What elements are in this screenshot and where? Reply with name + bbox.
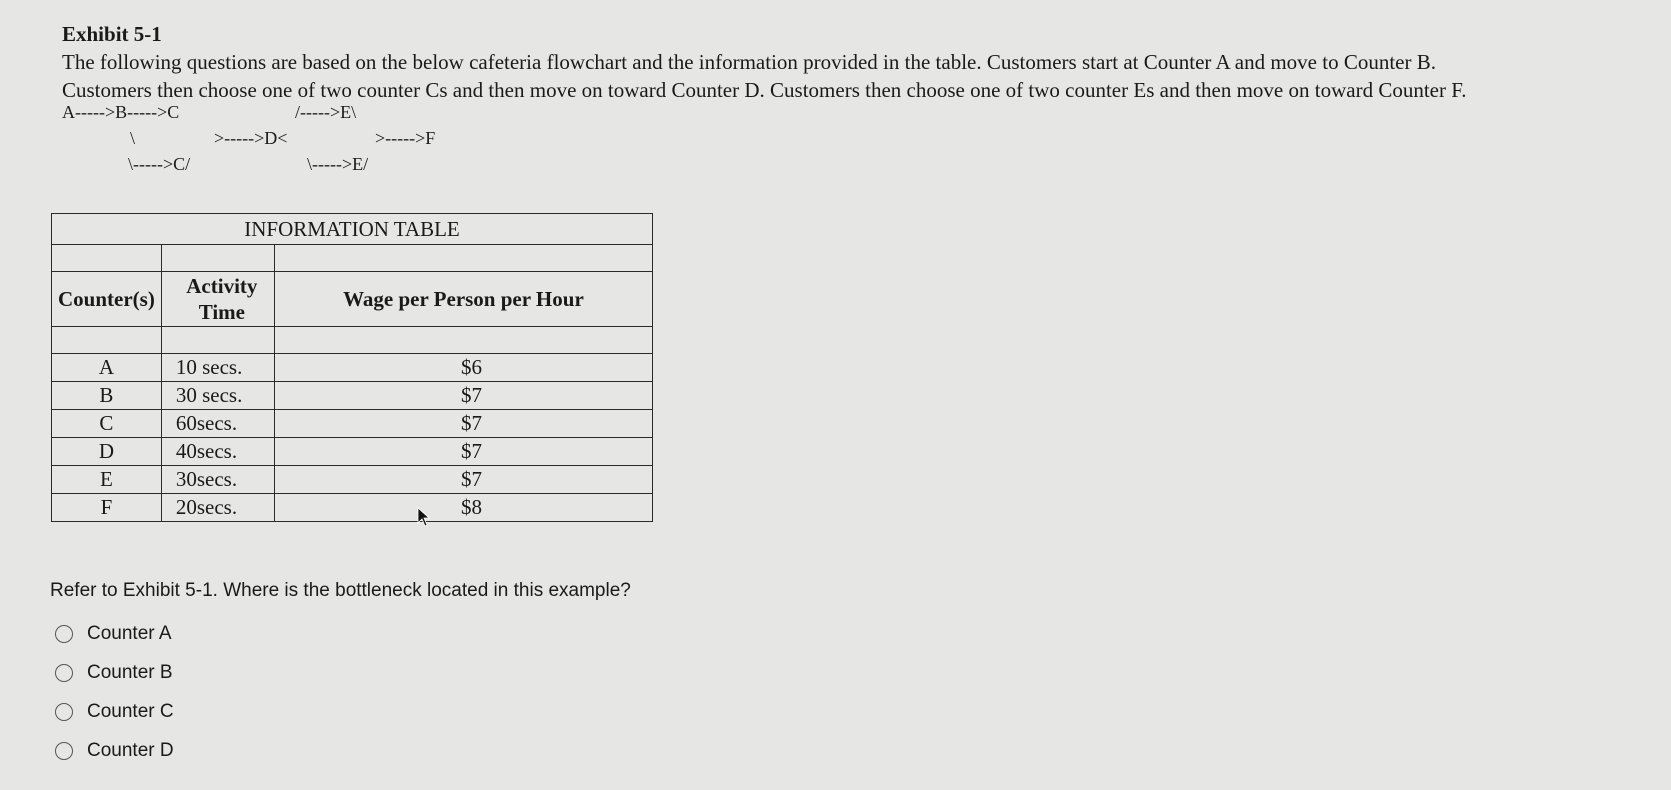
option-label: Counter A — [87, 622, 172, 644]
table-title-row — [52, 214, 653, 245]
radio-button[interactable] — [55, 703, 73, 721]
intro-line-2: Customers then choose one of two counter Cs and then move on toward Counter D. Customers then choose one of two counter Es and then move on toward Counter F. — [62, 78, 1467, 102]
option-label: Counter D — [87, 739, 174, 761]
exhibit-title: Exhibit 5-1 — [62, 22, 162, 46]
table-header-row — [52, 272, 653, 327]
table-row: E 30secs. $7 — [52, 466, 653, 494]
flow-row2-c: >----->F — [375, 128, 436, 148]
table-row: A 10 secs. $6 — [52, 354, 653, 382]
option-label: Counter B — [87, 661, 173, 683]
flow-row2-a: \ — [130, 128, 136, 148]
table-row: B 30 secs. $7 — [52, 382, 653, 410]
exhibit-text — [62, 20, 1622, 104]
table-row: F 20secs. $8 — [52, 494, 653, 522]
option-label: Counter C — [87, 700, 174, 722]
radio-button[interactable] — [55, 664, 73, 682]
radio-button[interactable] — [55, 742, 73, 760]
question-text: Refer to Exhibit 5-1. Where is the bottleneck located in this example? — [50, 580, 631, 601]
table-row: D 40secs. $7 — [52, 438, 653, 466]
option-counter-a[interactable] — [55, 614, 174, 653]
table-title: INFORMATION TABLE — [52, 214, 653, 245]
information-table — [51, 213, 653, 522]
option-counter-d[interactable] — [55, 731, 174, 770]
header-activity-time: Activity Time — [161, 272, 274, 327]
option-counter-b[interactable] — [55, 653, 174, 692]
flow-row1-left: A----->B----->C — [62, 102, 180, 122]
intro-line-1: The following questions are based on the below cafeteria flowchart and the information provided in the table. Customers start at Counter A and move to Counter B. — [62, 50, 1436, 74]
header-wage: Wage per Person per Hour — [274, 272, 652, 327]
option-counter-c[interactable] — [55, 692, 174, 731]
table-row: C 60secs. $7 — [52, 410, 653, 438]
table-blank-row — [52, 245, 653, 272]
header-counter: Counter(s) — [52, 272, 162, 327]
flow-row3-right: \----->E/ — [307, 154, 369, 174]
table-blank-row — [52, 327, 653, 354]
flow-row3-left: \----->C/ — [128, 154, 191, 174]
mouse-pointer-icon — [417, 507, 431, 527]
answer-options — [55, 614, 174, 770]
radio-button[interactable] — [55, 625, 73, 643]
flow-row2-b: >----->D< — [214, 128, 288, 148]
flow-row1-right: /----->E\ — [295, 102, 357, 122]
